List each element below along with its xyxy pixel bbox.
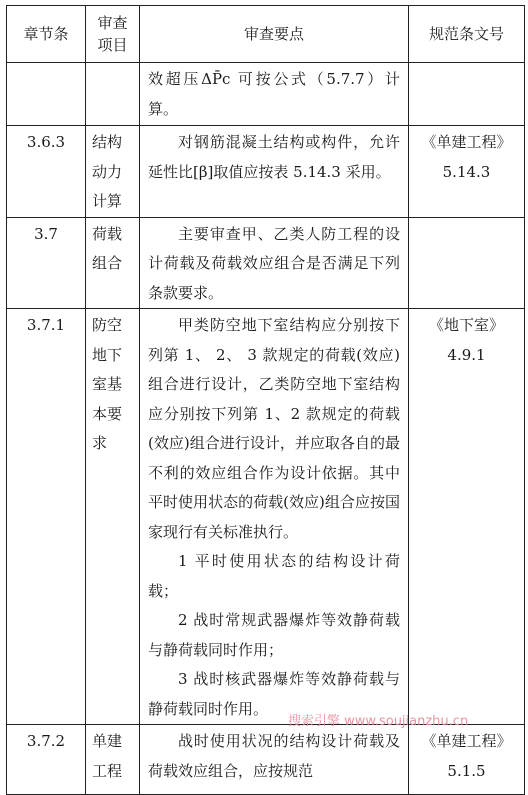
cell-section: 3.6.3 <box>7 126 86 218</box>
review-table <box>6 5 525 795</box>
cell-item: 防空地下室基本要求 <box>86 309 140 725</box>
point-text: 甲类防空地下室结构应分别按下列第 1、 2、 3 款规定的荷载(效应)组合进行设计，乙类防空地下室结构应分别按下列第 1、2 款规定的荷载(效应)组合进行设计，并应取各自的最不利的效应组合作为设计依据。其中平时使用状态的荷载(效应)组合应按国家现行有关标准执行。 <box>148 316 400 541</box>
cell-item: 结构动力计算 <box>86 126 140 218</box>
table-row <box>7 126 525 218</box>
cell-points <box>140 725 409 795</box>
table-row <box>7 725 525 795</box>
cell-section: 3.7.2 <box>7 725 86 795</box>
header-row <box>7 6 525 63</box>
cell-ref <box>409 63 525 126</box>
cell-points <box>140 63 409 126</box>
point-text: 主要审查甲、乙类人防工程的设计荷载及荷载效应组合是否满足下列条款要求。 <box>148 224 400 302</box>
cell-points <box>140 217 409 309</box>
header-points: 审查要点 <box>140 6 409 63</box>
cell-ref: 《地下室》 4.9.1 <box>409 309 525 725</box>
point-text: 对钢筋混凝土结构或构件，允许延性比[β]取值应按表 5.14.3 采用。 <box>148 133 400 181</box>
cell-points <box>140 126 409 218</box>
header-ref: 规范条文号 <box>409 6 525 63</box>
cell-ref: 《单建工程》 5.1.5 <box>409 725 525 795</box>
cell-section <box>7 63 86 126</box>
point-text: 1 平时使用状态的结构设计荷载； <box>148 552 400 600</box>
cell-ref: 《单建工程》 5.14.3 <box>409 126 525 218</box>
cell-item: 荷载组合 <box>86 217 140 309</box>
cell-item: 单建工程 <box>86 725 140 795</box>
point-text: 效超压ΔP̄c 可按公式（5.7.7）计算。 <box>148 70 400 118</box>
point-text: 3 战时核武器爆炸等效静荷载与静荷载同时作用。 <box>148 670 400 718</box>
cell-ref <box>409 217 525 309</box>
table-row <box>7 217 525 309</box>
cell-section: 3.7 <box>7 217 86 309</box>
cell-item <box>86 63 140 126</box>
table-row <box>7 63 525 126</box>
watermark: 搜索引擎 www.soujianzhu.cn <box>288 714 469 729</box>
header-item: 审查 项目 <box>86 6 140 63</box>
cell-points <box>140 309 409 725</box>
table-row <box>7 309 525 725</box>
point-text: 2 战时常规武器爆炸等效静荷载与静荷载同时作用； <box>148 611 400 659</box>
header-section: 章节条 <box>7 6 86 63</box>
point-text: 战时使用状况的结构设计荷载及荷载效应组合，应按规范 <box>148 732 400 780</box>
cell-section: 3.7.1 <box>7 309 86 725</box>
